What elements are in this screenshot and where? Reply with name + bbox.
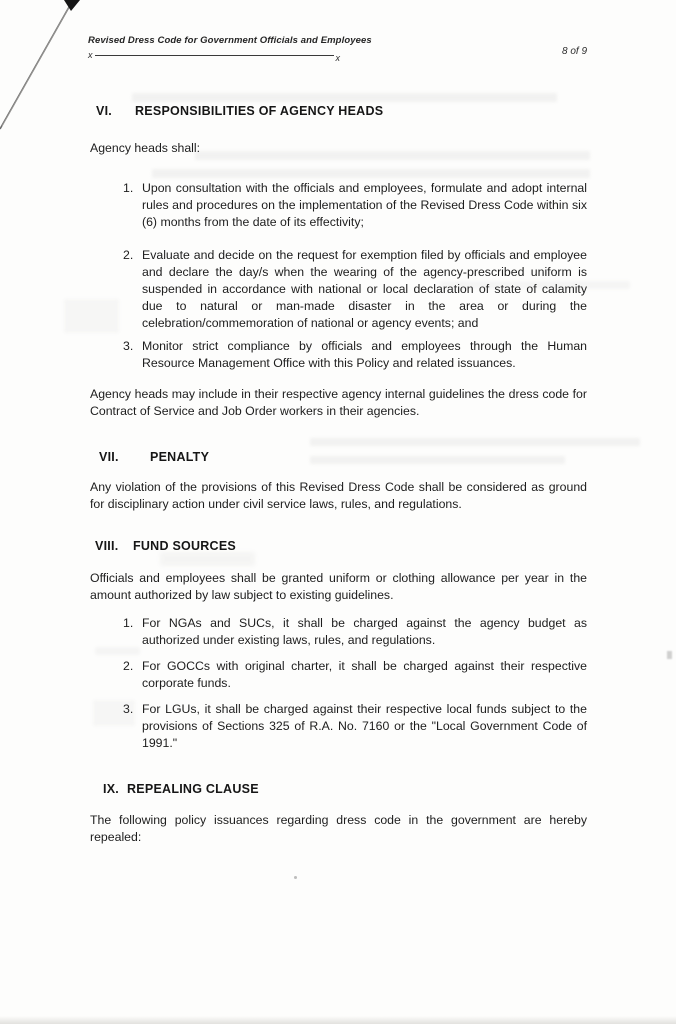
list-item-number: 2. (123, 659, 134, 673)
section-vii-title: PENALTY (150, 450, 210, 464)
bleed-through-mark (310, 438, 640, 446)
list-item-text: Upon consultation with the officials and employees, formulate and adopt internal rules and procedures on the implementation of the Revised Dress Code within six (6) months from the date of its effectivity; (142, 181, 587, 229)
list-item-text: For LGUs, it shall be charged against their respective local funds subject to the provisions of Sections 325 of R.A. No. 7160 or the "Local Government Code of 1991." (142, 702, 587, 750)
section-vi-number: VI. (96, 104, 113, 118)
list-item-number: 3. (123, 339, 134, 353)
header-rule (88, 50, 340, 63)
section-vi-heading (96, 104, 383, 118)
list-item-text: For GOCCs with original charter, it shall be charged against their respective corporate funds. (142, 659, 587, 690)
section-viii-number: VIII. (95, 539, 119, 553)
scan-speck (667, 651, 672, 659)
section-ix-title: REPEALING CLAUSE (127, 782, 259, 796)
document-header-title: Revised Dress Code for Government Officials and Employees (88, 35, 372, 46)
list-item-text: Evaluate and decide on the request for exemption filed by officials and employee and declare the day/s when the wearing of the agency-prescribed uniform is suspended in accordance with national or local declaration of state of calamity due to natural or man-made disaster in the area or during the celebration/commemoration of national or agency events; and (142, 248, 587, 330)
bleed-through-mark (132, 93, 557, 102)
list-item (123, 180, 587, 231)
scan-dot (294, 876, 297, 879)
list-item (123, 338, 587, 372)
header-rule-right-mark: x (335, 53, 340, 63)
list-item (123, 701, 587, 752)
scan-bottom-edge-shadow (0, 1016, 676, 1024)
page-number: 8 of 9 (562, 46, 588, 57)
section-ix-number: IX. (103, 782, 120, 796)
list-item-text: Monitor strict compliance by officials and employees through the Human Resource Management Office with this Policy and related issuances. (142, 339, 587, 370)
section-viii-heading (95, 539, 236, 553)
page-corner-crease (0, 0, 95, 140)
section-vi-title: RESPONSIBILITIES OF AGENCY HEADS (135, 104, 384, 118)
list-item-text: For NGAs and SUCs, it shall be charged against the agency budget as authorized under existing laws, rules, and regulations. (142, 616, 587, 647)
bleed-through-mark (64, 299, 119, 333)
header-rule-left-mark: x (88, 50, 93, 60)
bleed-through-mark (152, 169, 590, 178)
list-item-number: 3. (123, 702, 134, 716)
list-item-number: 1. (123, 181, 134, 195)
section-vii-number: VII. (99, 450, 119, 464)
section-vi-closing-paragraph: Agency heads may include in their respective agency internal guidelines the dress code for Contract of Service and Job Order workers in their agencies. (90, 387, 587, 418)
list-item (123, 247, 587, 332)
section-vi-intro: Agency heads shall: (90, 141, 201, 155)
section-ix-paragraph: The following policy issuances regarding dress code in the government are hereby repealed: (90, 813, 587, 844)
bleed-through-mark (160, 552, 255, 566)
list-item (123, 658, 587, 692)
section-vii-paragraph: Any violation of the provisions of this Revised Dress Code shall be considered as ground for disciplinary action under civil service laws, rules, and regulations. (90, 480, 587, 511)
list-item-number: 2. (123, 248, 134, 262)
section-viii-title: FUND SOURCES (133, 539, 237, 553)
header-rule-line (95, 55, 334, 56)
section-ix-heading (103, 782, 259, 796)
list-item (123, 615, 587, 649)
section-viii-paragraph: Officials and employees shall be granted uniform or clothing allowance per year in the amount authorized by law subject to existing guidelines. (90, 571, 587, 602)
bleed-through-mark (310, 456, 565, 464)
section-vii-heading (99, 450, 209, 464)
list-item-number: 1. (123, 616, 134, 630)
